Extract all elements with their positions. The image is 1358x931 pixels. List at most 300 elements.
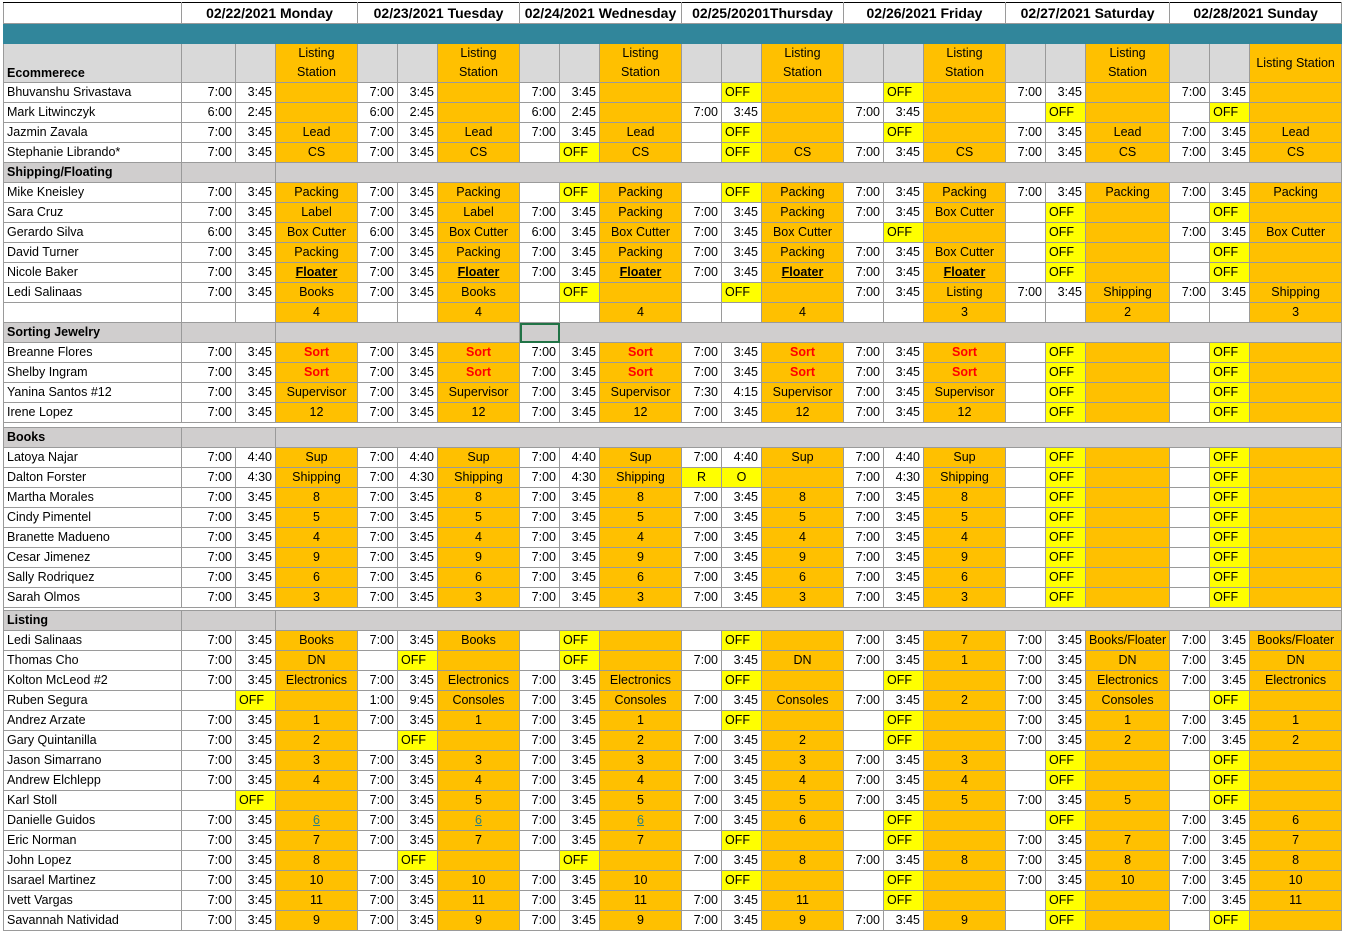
station-cell[interactable]: Listing — [924, 283, 1006, 303]
station-cell[interactable]: Lead — [438, 123, 520, 143]
end-time[interactable] — [236, 303, 276, 323]
off-flag[interactable]: OFF — [1210, 263, 1250, 283]
header-end-cell[interactable] — [1210, 44, 1250, 83]
station-cell[interactable]: Packing — [600, 203, 682, 223]
station-cell[interactable]: 9 — [600, 548, 682, 568]
station-cell[interactable] — [1250, 203, 1342, 223]
start-time[interactable]: 7:00 — [520, 711, 560, 731]
station-cell[interactable] — [1086, 568, 1170, 588]
end-time[interactable]: 3:45 — [884, 588, 924, 608]
start-time[interactable] — [358, 851, 398, 871]
employee-name[interactable]: Danielle Guidos — [4, 811, 182, 831]
station-cell[interactable]: Electronics — [276, 671, 358, 691]
station-cell[interactable]: DN — [276, 651, 358, 671]
station-cell[interactable]: 4 — [924, 528, 1006, 548]
start-time[interactable] — [1170, 448, 1210, 468]
station-cell[interactable] — [1250, 911, 1342, 931]
start-time[interactable] — [1170, 363, 1210, 383]
station-cell[interactable]: CS — [924, 143, 1006, 163]
station-cell[interactable]: 12 — [600, 403, 682, 423]
off-flag[interactable]: OFF — [1210, 528, 1250, 548]
start-time[interactable] — [682, 83, 722, 103]
end-time[interactable]: 3:45 — [398, 83, 438, 103]
end-time[interactable]: 3:45 — [1210, 871, 1250, 891]
station-cell[interactable] — [1250, 448, 1342, 468]
section-title[interactable]: Books — [4, 428, 182, 448]
end-time[interactable]: 3:45 — [560, 711, 600, 731]
station-cell[interactable] — [438, 263, 520, 283]
end-time[interactable]: 3:45 — [722, 243, 762, 263]
employee-row[interactable] — [4, 751, 1342, 771]
start-time[interactable] — [1006, 528, 1046, 548]
off-flag[interactable]: OFF — [1046, 263, 1086, 283]
start-time[interactable]: 7:00 — [1006, 671, 1046, 691]
start-time[interactable]: 7:00 — [844, 631, 884, 651]
end-time[interactable]: 3:45 — [1210, 891, 1250, 911]
start-time[interactable] — [1006, 911, 1046, 931]
station-cell[interactable]: 3 — [438, 751, 520, 771]
end-time[interactable]: 2:45 — [236, 103, 276, 123]
start-time[interactable] — [682, 183, 722, 203]
station-cell[interactable] — [276, 811, 358, 831]
start-time[interactable]: 7:00 — [358, 711, 398, 731]
off-flag[interactable]: OFF — [560, 183, 600, 203]
end-time[interactable]: 4:30 — [560, 468, 600, 488]
end-time[interactable]: 3:45 — [398, 588, 438, 608]
start-time[interactable]: 7:00 — [182, 203, 236, 223]
start-time[interactable]: 7:00 — [520, 83, 560, 103]
station-cell[interactable]: Consoles — [600, 691, 682, 711]
start-time[interactable]: 7:00 — [844, 771, 884, 791]
end-time[interactable]: 4:40 — [884, 448, 924, 468]
station-cell[interactable]: 9 — [924, 548, 1006, 568]
station-cell[interactable] — [762, 363, 844, 383]
off-flag[interactable]: OFF — [722, 143, 762, 163]
end-time[interactable]: 3:45 — [1046, 83, 1086, 103]
end-time[interactable]: 3:45 — [884, 103, 924, 123]
end-time[interactable]: 3:45 — [398, 911, 438, 931]
start-time[interactable]: 7:00 — [1170, 671, 1210, 691]
start-time[interactable]: 7:00 — [520, 588, 560, 608]
station-cell[interactable]: 7 — [924, 631, 1006, 651]
listing-station-header[interactable]: Listing Station — [762, 44, 844, 83]
station-cell[interactable]: 1 — [1086, 711, 1170, 731]
station-cell[interactable]: 11 — [276, 891, 358, 911]
end-time[interactable]: 3:45 — [236, 83, 276, 103]
station-cell[interactable]: 6 — [600, 568, 682, 588]
start-time[interactable]: 7:00 — [358, 831, 398, 851]
station-cell[interactable] — [1250, 791, 1342, 811]
employee-name[interactable]: Breanne Flores — [4, 343, 182, 363]
end-time[interactable]: 4:40 — [560, 448, 600, 468]
start-time[interactable] — [1006, 223, 1046, 243]
start-time[interactable] — [520, 303, 560, 323]
off-flag[interactable]: OFF — [1046, 103, 1086, 123]
station-cell[interactable] — [600, 103, 682, 123]
start-time[interactable] — [844, 123, 884, 143]
start-time[interactable] — [1170, 383, 1210, 403]
start-time[interactable]: 7:00 — [1006, 851, 1046, 871]
section-title[interactable]: Shipping/Floating — [4, 163, 182, 183]
end-time[interactable]: 3:45 — [722, 651, 762, 671]
start-time[interactable]: 7:00 — [520, 751, 560, 771]
employee-name[interactable]: Ruben Segura — [4, 691, 182, 711]
end-time[interactable]: 3:45 — [1046, 711, 1086, 731]
start-time[interactable] — [844, 223, 884, 243]
start-time[interactable]: 7:00 — [844, 183, 884, 203]
end-time[interactable]: 3:45 — [236, 731, 276, 751]
section-title[interactable]: Sorting Jewelry — [4, 323, 182, 343]
off-flag[interactable]: OFF — [722, 831, 762, 851]
station-cell[interactable] — [924, 223, 1006, 243]
end-time[interactable]: 3:45 — [560, 731, 600, 751]
station-cell[interactable]: 5 — [924, 508, 1006, 528]
day-header[interactable]: 02/24/2021 Wednesday — [520, 3, 682, 24]
end-time[interactable] — [560, 303, 600, 323]
end-time[interactable]: 4:15 — [722, 383, 762, 403]
off-flag[interactable]: OFF — [1046, 751, 1086, 771]
station-cell[interactable]: CS — [276, 143, 358, 163]
section-fill[interactable] — [276, 323, 520, 343]
start-time[interactable]: 7:00 — [182, 403, 236, 423]
employee-row[interactable] — [4, 891, 1342, 911]
station-cell[interactable] — [1250, 103, 1342, 123]
employee-name[interactable]: Stephanie Librando* — [4, 143, 182, 163]
end-time[interactable]: 3:45 — [722, 771, 762, 791]
employee-row[interactable] — [4, 528, 1342, 548]
station-cell[interactable]: 1 — [924, 651, 1006, 671]
end-time[interactable]: 3:45 — [1046, 631, 1086, 651]
station-cell[interactable] — [438, 343, 520, 363]
day-header[interactable]: 02/25/20201Thursday — [682, 3, 844, 24]
off-flag[interactable]: OFF — [1046, 363, 1086, 383]
off-flag[interactable]: OFF — [1046, 891, 1086, 911]
end-time[interactable]: 3:45 — [1210, 631, 1250, 651]
end-time[interactable]: 3:45 — [560, 548, 600, 568]
start-time[interactable] — [1170, 243, 1210, 263]
start-time[interactable]: 7:00 — [520, 811, 560, 831]
start-time[interactable]: 7:00 — [358, 203, 398, 223]
start-time[interactable]: 7:00 — [1170, 651, 1210, 671]
start-time[interactable]: 7:00 — [520, 891, 560, 911]
start-time[interactable]: 7:00 — [1170, 851, 1210, 871]
end-time[interactable]: 3:45 — [722, 548, 762, 568]
end-time[interactable]: 3:45 — [1046, 651, 1086, 671]
end-time[interactable] — [1046, 303, 1086, 323]
start-time[interactable]: 7:00 — [682, 791, 722, 811]
station-cell[interactable] — [1250, 363, 1342, 383]
off-flag[interactable]: OFF — [1210, 448, 1250, 468]
end-time[interactable]: 3:45 — [560, 363, 600, 383]
off-flag[interactable]: OFF — [1046, 488, 1086, 508]
end-time[interactable]: 3:45 — [236, 588, 276, 608]
off-flag[interactable]: OFF — [1046, 771, 1086, 791]
station-cell[interactable]: Lead — [1086, 123, 1170, 143]
start-time[interactable]: 7:00 — [682, 851, 722, 871]
station-cell[interactable]: Supervisor — [600, 383, 682, 403]
end-time[interactable]: 3:45 — [398, 223, 438, 243]
station-cell[interactable]: Sup — [438, 448, 520, 468]
employee-name[interactable]: Eric Norman — [4, 831, 182, 851]
end-time[interactable]: 3:45 — [722, 343, 762, 363]
start-time[interactable]: 7:00 — [1170, 811, 1210, 831]
start-time[interactable]: 7:00 — [844, 383, 884, 403]
off-flag[interactable]: OFF — [560, 631, 600, 651]
end-time[interactable]: 3:45 — [1210, 731, 1250, 751]
off-flag[interactable]: OFF — [722, 871, 762, 891]
station-cell[interactable]: Box Cutter — [600, 223, 682, 243]
station-cell[interactable]: 4 — [438, 771, 520, 791]
start-time[interactable] — [844, 671, 884, 691]
end-time[interactable]: 4:40 — [722, 448, 762, 468]
end-time[interactable]: 3:45 — [722, 851, 762, 871]
start-time[interactable]: 7:00 — [358, 243, 398, 263]
station-cell[interactable]: 9 — [762, 911, 844, 931]
end-time[interactable]: 3:45 — [398, 403, 438, 423]
end-time[interactable]: 3:45 — [722, 751, 762, 771]
day-header[interactable]: 02/26/2021 Friday — [844, 3, 1006, 24]
end-time[interactable]: 3:45 — [398, 283, 438, 303]
employee-row[interactable] — [4, 711, 1342, 731]
station-cell[interactable]: 3 — [924, 588, 1006, 608]
station-cell[interactable] — [762, 671, 844, 691]
start-time[interactable] — [1006, 568, 1046, 588]
end-time[interactable]: 3:45 — [1046, 871, 1086, 891]
end-time[interactable] — [1210, 303, 1250, 323]
employee-name[interactable]: Savannah Natividad — [4, 911, 182, 931]
end-time[interactable]: 3:45 — [884, 183, 924, 203]
start-time[interactable] — [1006, 203, 1046, 223]
station-cell[interactable]: 4 — [600, 303, 682, 323]
start-time[interactable]: 7:00 — [844, 363, 884, 383]
start-time[interactable]: 7:00 — [358, 383, 398, 403]
start-time[interactable]: 7:00 — [358, 871, 398, 891]
start-time[interactable] — [1170, 568, 1210, 588]
station-cell[interactable] — [600, 363, 682, 383]
end-time[interactable]: 3:45 — [1210, 651, 1250, 671]
end-time[interactable]: 3:45 — [398, 343, 438, 363]
start-time[interactable] — [844, 831, 884, 851]
station-cell[interactable]: 5 — [1086, 791, 1170, 811]
start-time[interactable]: 7:00 — [520, 831, 560, 851]
end-time[interactable]: 3:45 — [398, 203, 438, 223]
station-cell[interactable]: 4 — [276, 528, 358, 548]
start-time[interactable]: 7:00 — [844, 791, 884, 811]
employee-row[interactable] — [4, 83, 1342, 103]
end-time[interactable]: 3:45 — [236, 871, 276, 891]
start-time[interactable]: 7:00 — [182, 588, 236, 608]
start-time[interactable]: 7:00 — [358, 528, 398, 548]
start-time[interactable] — [682, 123, 722, 143]
station-cell[interactable] — [1086, 263, 1170, 283]
station-cell[interactable] — [924, 871, 1006, 891]
end-time[interactable]: 3:45 — [1046, 791, 1086, 811]
station-cell[interactable]: Label — [438, 203, 520, 223]
end-time[interactable]: 4:40 — [236, 448, 276, 468]
start-time[interactable] — [1170, 508, 1210, 528]
section-fill[interactable] — [182, 163, 276, 183]
end-time[interactable]: 3:45 — [236, 283, 276, 303]
end-time[interactable]: 3:45 — [236, 831, 276, 851]
station-cell[interactable]: Electronics — [1086, 671, 1170, 691]
station-cell[interactable]: 5 — [924, 791, 1006, 811]
end-time[interactable]: 3:45 — [722, 403, 762, 423]
start-time[interactable]: 7:00 — [682, 448, 722, 468]
station-cell[interactable] — [762, 711, 844, 731]
end-time[interactable]: 3:45 — [560, 343, 600, 363]
station-cell[interactable] — [924, 671, 1006, 691]
start-time[interactable]: 7:00 — [520, 911, 560, 931]
station-cell[interactable] — [1086, 403, 1170, 423]
listing-station-header[interactable]: Listing Station — [438, 44, 520, 83]
start-time[interactable]: 7:00 — [182, 343, 236, 363]
start-time[interactable]: 7:00 — [1006, 711, 1046, 731]
station-cell[interactable]: 3 — [762, 588, 844, 608]
off-flag[interactable]: OFF — [1046, 588, 1086, 608]
station-cell[interactable] — [1250, 771, 1342, 791]
start-time[interactable]: 7:00 — [520, 691, 560, 711]
employee-name[interactable]: Gary Quintanilla — [4, 731, 182, 751]
station-cell[interactable] — [1250, 588, 1342, 608]
station-cell[interactable]: Packing — [600, 183, 682, 203]
start-time[interactable]: 7:00 — [1006, 83, 1046, 103]
station-cell[interactable] — [1250, 468, 1342, 488]
end-time[interactable]: 3:45 — [722, 911, 762, 931]
employee-row[interactable] — [4, 631, 1342, 651]
station-cell[interactable]: 10 — [600, 871, 682, 891]
station-cell[interactable]: CS — [438, 143, 520, 163]
start-time[interactable]: 7:00 — [182, 831, 236, 851]
end-time[interactable]: 3:45 — [884, 488, 924, 508]
station-cell[interactable] — [600, 83, 682, 103]
start-time[interactable]: 7:00 — [358, 791, 398, 811]
start-time[interactable]: 7:00 — [358, 283, 398, 303]
off-flag[interactable]: OFF — [1046, 243, 1086, 263]
employee-name[interactable]: Mark Litwinczyk — [4, 103, 182, 123]
station-cell[interactable]: 4 — [438, 303, 520, 323]
off-flag[interactable]: OFF — [1046, 343, 1086, 363]
start-time[interactable]: 7:00 — [358, 343, 398, 363]
off-flag[interactable]: OFF — [560, 283, 600, 303]
end-time[interactable]: 3:45 — [1046, 123, 1086, 143]
employee-row[interactable] — [4, 651, 1342, 671]
start-time[interactable]: 7:00 — [844, 528, 884, 548]
off-flag[interactable]: OFF — [722, 283, 762, 303]
start-time[interactable]: 7:00 — [844, 488, 884, 508]
start-time[interactable] — [682, 831, 722, 851]
start-time[interactable]: 7:00 — [1170, 283, 1210, 303]
day-header[interactable]: 02/22/2021 Monday — [182, 3, 358, 24]
station-cell[interactable]: DN — [762, 651, 844, 671]
station-cell[interactable] — [924, 711, 1006, 731]
station-cell[interactable]: 10 — [1250, 871, 1342, 891]
section-fill[interactable] — [182, 428, 276, 448]
section-fill[interactable] — [182, 323, 276, 343]
station-cell[interactable] — [438, 731, 520, 751]
start-time[interactable]: 7:00 — [682, 911, 722, 931]
start-time[interactable] — [1170, 303, 1210, 323]
employee-row[interactable] — [4, 343, 1342, 363]
station-cell[interactable] — [1250, 508, 1342, 528]
station-cell[interactable]: 5 — [762, 791, 844, 811]
station-cell[interactable]: 12 — [438, 403, 520, 423]
end-time[interactable]: 3:45 — [722, 811, 762, 831]
start-time[interactable] — [182, 303, 236, 323]
end-time[interactable]: 3:45 — [398, 143, 438, 163]
header-end-cell[interactable] — [1046, 44, 1086, 83]
station-cell[interactable] — [1250, 83, 1342, 103]
start-time[interactable]: 7:00 — [844, 403, 884, 423]
start-time[interactable]: 7:00 — [182, 383, 236, 403]
spreadsheet-grid[interactable] — [3, 2, 1342, 931]
station-cell[interactable]: Box Cutter — [438, 223, 520, 243]
end-time[interactable]: 3:45 — [398, 568, 438, 588]
station-cell[interactable]: Supervisor — [762, 383, 844, 403]
station-cell[interactable]: 2 — [924, 691, 1006, 711]
employee-row[interactable] — [4, 568, 1342, 588]
start-time[interactable]: 7:00 — [358, 568, 398, 588]
start-time[interactable] — [682, 143, 722, 163]
end-time[interactable]: 3:45 — [560, 588, 600, 608]
end-time[interactable]: 3:45 — [398, 671, 438, 691]
off-flag[interactable]: OFF — [1046, 548, 1086, 568]
employee-name[interactable]: Dalton Forster — [4, 468, 182, 488]
off-flag[interactable]: OFF — [1210, 383, 1250, 403]
start-time[interactable]: 7:00 — [520, 671, 560, 691]
off-flag[interactable]: OFF — [560, 143, 600, 163]
start-time[interactable]: 7:00 — [844, 751, 884, 771]
end-time[interactable]: 3:45 — [1046, 143, 1086, 163]
end-time[interactable]: 3:45 — [1046, 183, 1086, 203]
end-time[interactable]: 3:45 — [884, 548, 924, 568]
off-flag[interactable]: OFF — [884, 891, 924, 911]
end-time[interactable]: 3:45 — [236, 528, 276, 548]
end-time[interactable]: 3:45 — [236, 243, 276, 263]
station-cell[interactable]: 4 — [762, 528, 844, 548]
start-time[interactable]: 7:00 — [682, 771, 722, 791]
end-time[interactable]: 3:45 — [398, 243, 438, 263]
station-cell[interactable]: Box Cutter — [762, 223, 844, 243]
end-time[interactable]: 3:45 — [722, 528, 762, 548]
end-time[interactable]: 3:45 — [398, 123, 438, 143]
start-time[interactable]: 7:00 — [682, 731, 722, 751]
start-time[interactable]: 7:00 — [520, 488, 560, 508]
start-time[interactable]: 7:00 — [1006, 123, 1046, 143]
end-time[interactable]: 3:45 — [560, 771, 600, 791]
start-time[interactable]: 7:00 — [844, 103, 884, 123]
employee-name[interactable]: Sara Cruz — [4, 203, 182, 223]
header-end-cell[interactable] — [722, 44, 762, 83]
station-cell[interactable]: Books — [438, 283, 520, 303]
station-cell[interactable]: 8 — [1250, 851, 1342, 871]
station-cell[interactable] — [924, 263, 1006, 283]
employee-name[interactable]: Ledi Salinaas — [4, 283, 182, 303]
start-time[interactable]: 7:00 — [358, 468, 398, 488]
station-cell[interactable]: 2 — [600, 731, 682, 751]
start-time[interactable]: 7:00 — [1170, 223, 1210, 243]
start-time[interactable]: 7:00 — [682, 691, 722, 711]
station-cell[interactable] — [1086, 223, 1170, 243]
off-flag[interactable]: OFF — [1046, 403, 1086, 423]
start-time[interactable] — [1006, 303, 1046, 323]
end-time[interactable] — [884, 303, 924, 323]
start-time[interactable]: 7:00 — [182, 891, 236, 911]
start-time[interactable]: 7:00 — [182, 183, 236, 203]
station-cell[interactable]: 2 — [276, 731, 358, 751]
station-cell[interactable]: Packing — [276, 183, 358, 203]
employee-row[interactable] — [4, 691, 1342, 711]
station-cell[interactable]: 1 — [438, 711, 520, 731]
